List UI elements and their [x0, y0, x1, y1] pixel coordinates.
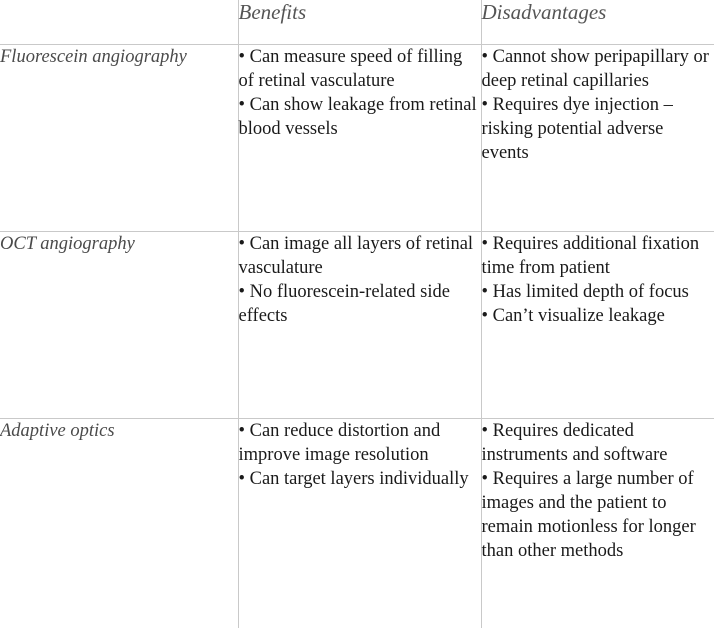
list-item: • Requires dedicated instruments and software [481, 420, 668, 465]
list-item: • Can’t visualize leakage [481, 305, 665, 326]
disadvantages-cell [481, 418, 714, 628]
disadvantages-cell [481, 231, 714, 418]
table-row [0, 231, 714, 418]
list-item: • Can measure speed of filling of retinal vasculature [238, 46, 463, 91]
method-cell: Adaptive optics [0, 418, 238, 628]
list-item: • Requires dye injection – risking potential adverse events [481, 94, 673, 163]
method-cell: Fluorescein angiography [0, 44, 238, 231]
header-blank-cell [0, 0, 238, 44]
list-item: • Can reduce distortion and improve image resolution [238, 420, 441, 465]
list-item: • Has limited depth of focus [481, 281, 689, 302]
list-item: • Cannot show peripapillary or deep retinal capillaries [481, 46, 709, 91]
method-cell: OCT angiography [0, 231, 238, 418]
benefits-cell [238, 418, 481, 628]
list-item: • Can show leakage from retinal blood vessels [238, 94, 477, 139]
header-disadvantages: Disadvantages [481, 0, 714, 44]
header-row [0, 0, 714, 44]
list-item: • Can target layers individually [238, 468, 469, 489]
benefits-cell [238, 44, 481, 231]
list-item: • Can image all layers of retinal vasculature [238, 233, 474, 278]
benefits-cell [238, 231, 481, 418]
header-benefits: Benefits [238, 0, 481, 44]
list-item: • Requires a large number of images and the patient to remain motionless for longer than other methods [481, 468, 696, 561]
table-row [0, 44, 714, 231]
list-item: • Requires additional fixation time from patient [481, 233, 700, 278]
disadvantages-cell [481, 44, 714, 231]
list-item: • No fluorescein-related side effects [238, 281, 450, 326]
table-row [0, 418, 714, 628]
